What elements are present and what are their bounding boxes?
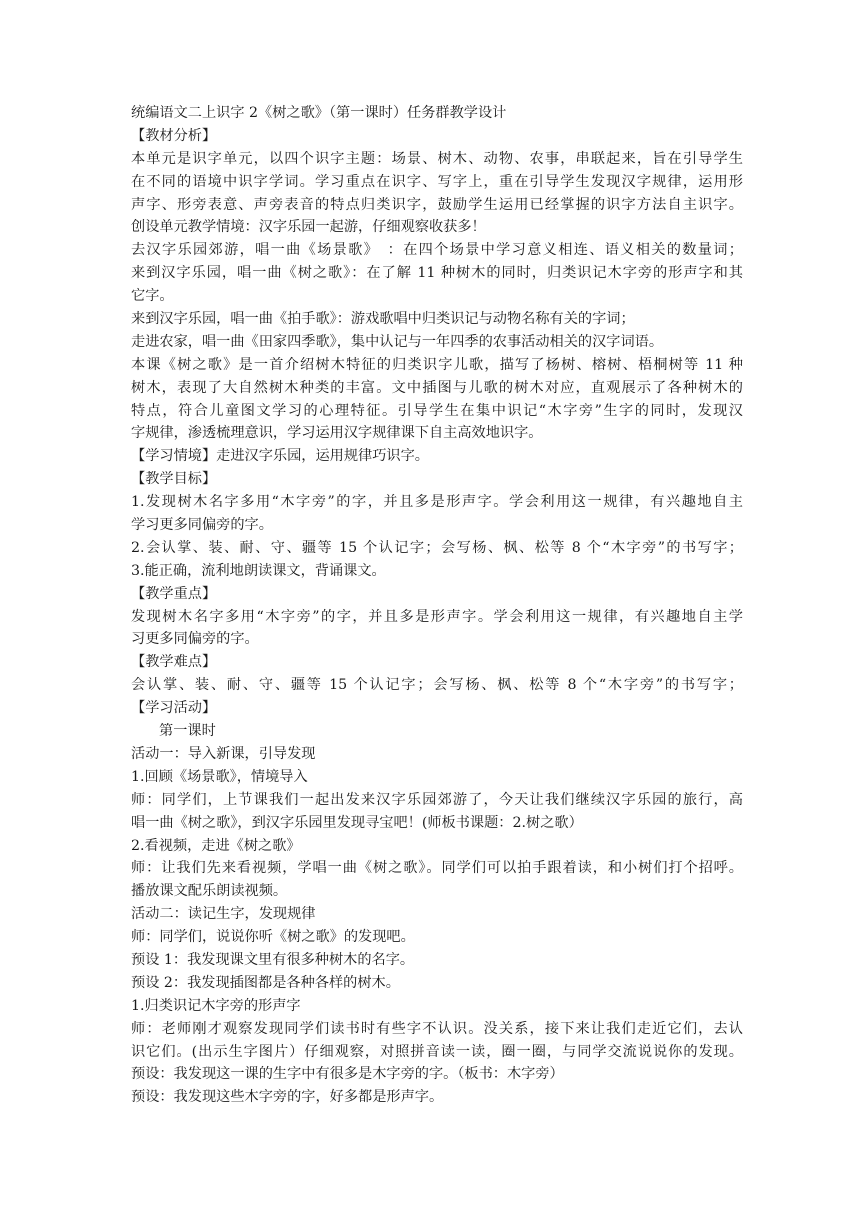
text-line: 【学习情境】走进汉字乐园，运用规律巧识字。: [131, 448, 429, 465]
text-line: 会认掌、装、耐、守、疆等 15 个认记字；会写杨、枫、松等 8 个“木字旁”的书写字；: [131, 677, 743, 694]
text-line: 本单元是识字单元，以四个识字主题：场景、树木、动物、农事，串联起来，旨在引导学生: [131, 150, 743, 167]
text-line: 2.会认掌、装、耐、守、疆等 15 个认记字；会写杨、枫、松等 8 个“木字旁”的书写字；: [131, 539, 743, 556]
text-line: 【教学重点】: [131, 585, 217, 602]
text-line: 播放课文配乐朗读视频。: [131, 883, 288, 900]
text-line: 师：同学们，说说你听《树之歌》的发现吧。: [131, 929, 415, 946]
text-line: 走进农家，唱一曲《田家四季歌》，集中认记与一年四季的农事活动相关的汉字词语。: [131, 333, 664, 350]
text-line: 唱一曲《树之歌》，到汉字乐园里发现寻宝吧！(师板书课题：2.树之歌）: [131, 814, 583, 831]
text-line: 在不同的语境中识字学词。学习重点在识字、写字上，重在引导学生发现汉字规律，运用形: [131, 173, 743, 190]
text-line: 1.发现树木名字多用“木字旁”的字，并且多是形声字。学会利用这一规律，有兴趣地自主: [131, 494, 743, 511]
text-line: 活动二：读记生字，发现规律: [131, 906, 316, 923]
text-line: 识它们。(出示生字图片）仔细观察，对照拼音读一读，圈一圈，与同学交流说说你的发现。: [131, 1043, 743, 1060]
text-line: 2.看视频，走进《树之歌》: [131, 837, 301, 854]
text-line: 特点，符合儿童图文学习的心理特征。引导学生在集中识记“木字旁”生字的同时，发现汉: [131, 402, 743, 419]
text-line: 3.能正确，流利地朗读课文，背诵课文。: [131, 562, 386, 579]
document-page: [131, 102, 743, 1109]
document-title: 统编语文二上识字 2《树之歌》（第一课时）任务群教学设计: [131, 105, 507, 121]
text-line: 来到汉字乐园，唱一曲《拍手歌》：游戏歌唱中归类识记与动物名称有关的字词；: [131, 311, 635, 328]
text-line: 预设：我发现这一课的生字中有很多是木字旁的字。（板书：木字旁）: [131, 1066, 564, 1083]
text-line: 【教学目标】: [131, 471, 217, 488]
text-line: 【学习活动】: [131, 700, 217, 717]
text-line: 习更多同偏旁的字。: [131, 631, 259, 648]
text-line: 【教材分析】: [131, 127, 217, 144]
text-line: 活动一：导入新课，引导发现: [131, 745, 316, 762]
text-line: 创设单元教学情境：汉字乐园一起游，仔细观察收获多！: [131, 219, 486, 236]
text-line: 1.回顾《场景歌》，情境导入: [131, 768, 308, 785]
text-line: 师：同学们，上节课我们一起出发来汉字乐园郊游了，今天让我们继续汉字乐园的旅行，高: [131, 791, 743, 808]
text-line: 1.归类识记木字旁的形声字: [131, 997, 301, 1014]
text-line: 去汉字乐园郊游，唱一曲《场景歌》 ：在四个场景中学习意义相连、语义相关的数量词；: [131, 242, 743, 259]
text-line: 字规律，渗透梳理意识，学习运用汉字规律课下自主高效地识字。: [131, 425, 543, 442]
text-line: 声字、形旁表意、声旁表音的特点归类识字，鼓励学生运用已经掌握的识字方法自主识字。: [131, 196, 743, 213]
text-line: 来到汉字乐园，唱一曲《树之歌》：在了解 11 种树木的同时，归类识记木字旁的形声字和其: [131, 265, 743, 282]
text-line: 预设 2：我发现插图都是各种各样的树木。: [131, 974, 400, 991]
text-line: 【教学难点】: [131, 654, 217, 671]
text-line: 学习更多同偏旁的字。: [131, 517, 273, 534]
text-line: 发现树木名字多用“木字旁”的字，并且多是形声字。学会利用这一规律，有兴趣地自主学: [131, 608, 743, 625]
text-line: 预设 1：我发现课文里有很多种树木的名字。: [131, 951, 415, 968]
text-line: 师：让我们先来看视频，学唱一曲《树之歌》。同学们可以拍手跟着读，和小树们打个招呼。: [131, 860, 743, 877]
text-line: 师：老师刚才观察发现同学们读书时有些字不认识。没关系，接下来让我们走近它们，去认: [131, 1020, 743, 1037]
text-line: 预设：我发现这些木字旁的字，好多都是形声字。: [131, 1089, 444, 1106]
text-line: 树木，表现了大自然树木种类的丰富。文中插图与儿歌的树木对应，直观展示了各种树木的: [131, 379, 743, 396]
text-line: 它字。: [131, 288, 174, 305]
text-line: 本课《树之歌》是一首介绍树木特征的归类识字儿歌，描写了杨树、榕树、梧桐树等 11 种: [131, 356, 743, 373]
text-line: 第一课时: [159, 723, 216, 740]
